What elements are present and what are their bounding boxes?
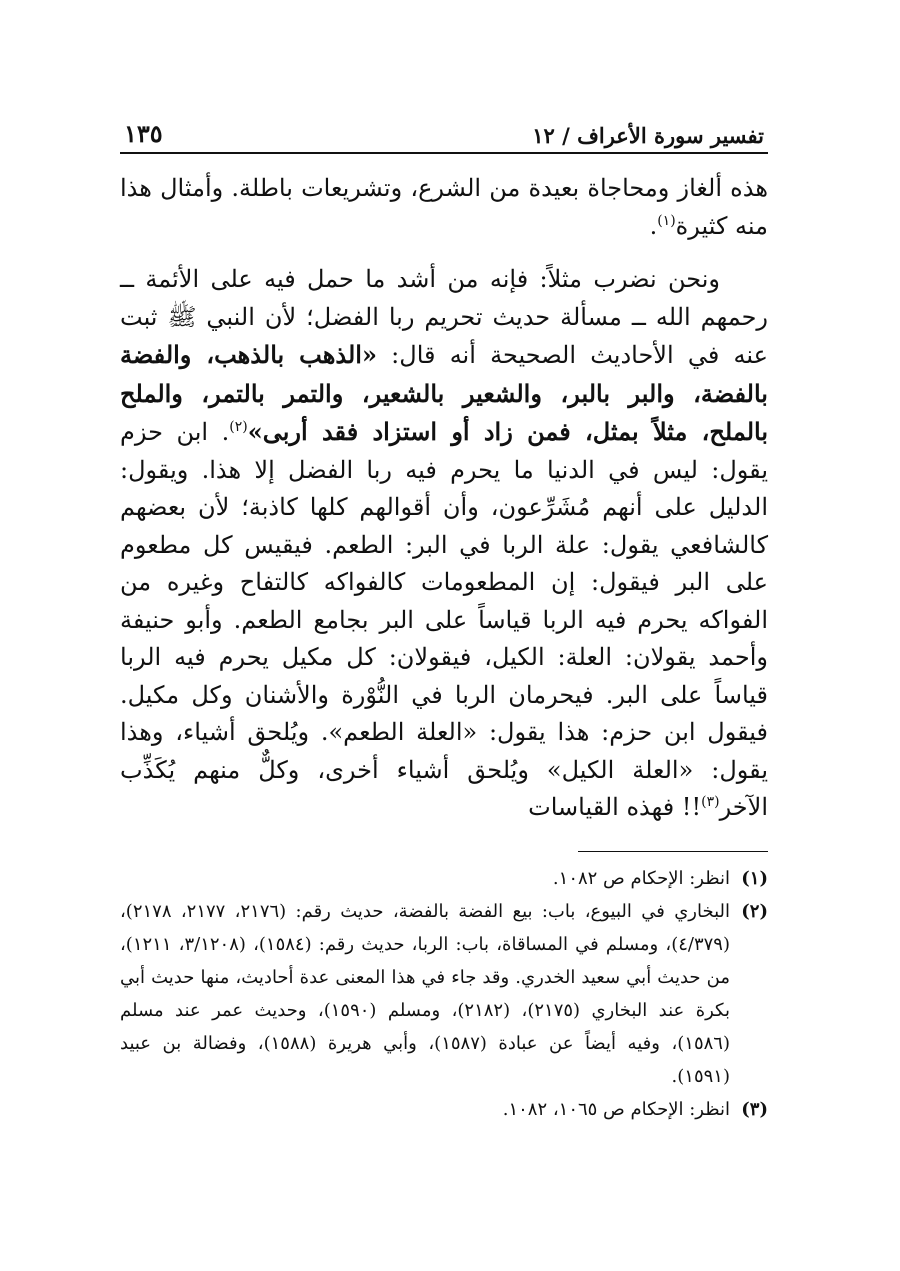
paragraph-2-tail: !! فهذه القياسات (528, 793, 702, 821)
main-text (120, 170, 768, 827)
running-header (120, 108, 768, 154)
paragraph-1-text: هذه ألغاز ومحاجاة بعيدة من الشرع، وتشريعات باطلة. وأمثال هذا منه كثيرة (120, 174, 768, 240)
paragraph-1-end: . (649, 211, 658, 240)
paragraph-2-body: . ابن حزم يقول: ليس في الدنيا ما يحرم فيه ربا الفضل إلا هذا. ويقول: الدليل على أنهم مُشَرِّعون، وأن أقوالهم كلها كاذبة؛ لأن بعضهم كالشافعي يقول: علة الربا في البر: الطعم. فيقيس كل مطعوم على البر فيقول: إن المطعومات كالفواكه كالتفاح وغيره من الفواكه يحرم فيه الربا قياساً على البر بجامع الطعم. وأبو حنيفة وأحمد يقولان: العلة: الكيل، فيقولان: كل مكيل يحرم فيه الربا قياساً على البر. فيحرمان الربا في النُّوْرة والأشنان وكل مكيل. فيقول ابن حزم: هذا يقول: «العلة الطعم». ويُلحق أشياء، وهذا يقول: «العلة الكيل» ويُلحق أشياء أخرى، وكلٌّ منهم يُكَذِّب الآخر (120, 418, 768, 821)
footnote-ref-3: (٣) (701, 794, 720, 810)
footnote-2 (120, 895, 768, 1093)
hadith-quote: «الذهب بالذهب، والفضة بالفضة، والبر بالبر، والشعير بالشعير، والتمر بالتمر، والملح بالملح، مثلاً بمثل، فمن زاد أو استزاد فقد أربى» (120, 340, 768, 446)
footnote-ref-2: (٢) (229, 419, 248, 435)
footnote-ref-1: (١) (657, 212, 676, 229)
footnote-text: انظر: الإحكام ص ١٠٨٢. (552, 867, 730, 889)
footnote-text: البخاري في البيوع، باب: بيع الفضة بالفضة، حديث رقم: (٢١٧٦، ٢١٧٧، ٢١٧٨)، (٤/٣٧٩)، ومسلم في المساقاة، باب: الربا، حديث رقم: (١٥٨٤)، (٣/١٢٠٨، ١٢١١)، من حديث أبي سعيد الخدري. وقد جاء في هذا المعنى عدة أحاديث، منها حديث أبي بكرة عند البخاري (٢١٧٥)، (٢١٨٢)، ومسلم (١٥٩٠)، وحديث عمر عند مسلم (١٥٨٦)، وفيه أيضاً عن عبادة (١٥٨٧)، وأبي هريرة (١٥٨٨)، وفضالة بن عبيد (١٥٩١). (120, 900, 731, 1087)
footnote-number: (٢) (741, 900, 768, 922)
footnotes (120, 862, 768, 1126)
book-page (120, 108, 768, 1126)
footnote-number: (٣) (741, 1098, 768, 1120)
footnote-number: (١) (741, 867, 768, 889)
footnote-text: انظر: الإحكام ص ١٠٦٥، ١٠٨٢. (502, 1098, 730, 1120)
page-number: ١٣٥ (124, 119, 163, 148)
paragraph-2-intro: ونحن نضرب مثلاً: فإنه من أشد ما حمل فيه على الأئمة ــ رحمهم الله ــ مسألة حديث تحريم ربا الفضل؛ لأن النبي ﷺ ثبت عنه في الأحاديث الصحيحة أنه قال: (120, 265, 768, 369)
footnote-3 (120, 1093, 768, 1126)
footnote-1 (120, 862, 768, 895)
paragraph-2 (120, 261, 768, 827)
running-title: تفسير سورة الأعراف / ١٢ (532, 123, 764, 148)
footnote-separator (578, 851, 768, 852)
paragraph-1 (120, 170, 768, 245)
